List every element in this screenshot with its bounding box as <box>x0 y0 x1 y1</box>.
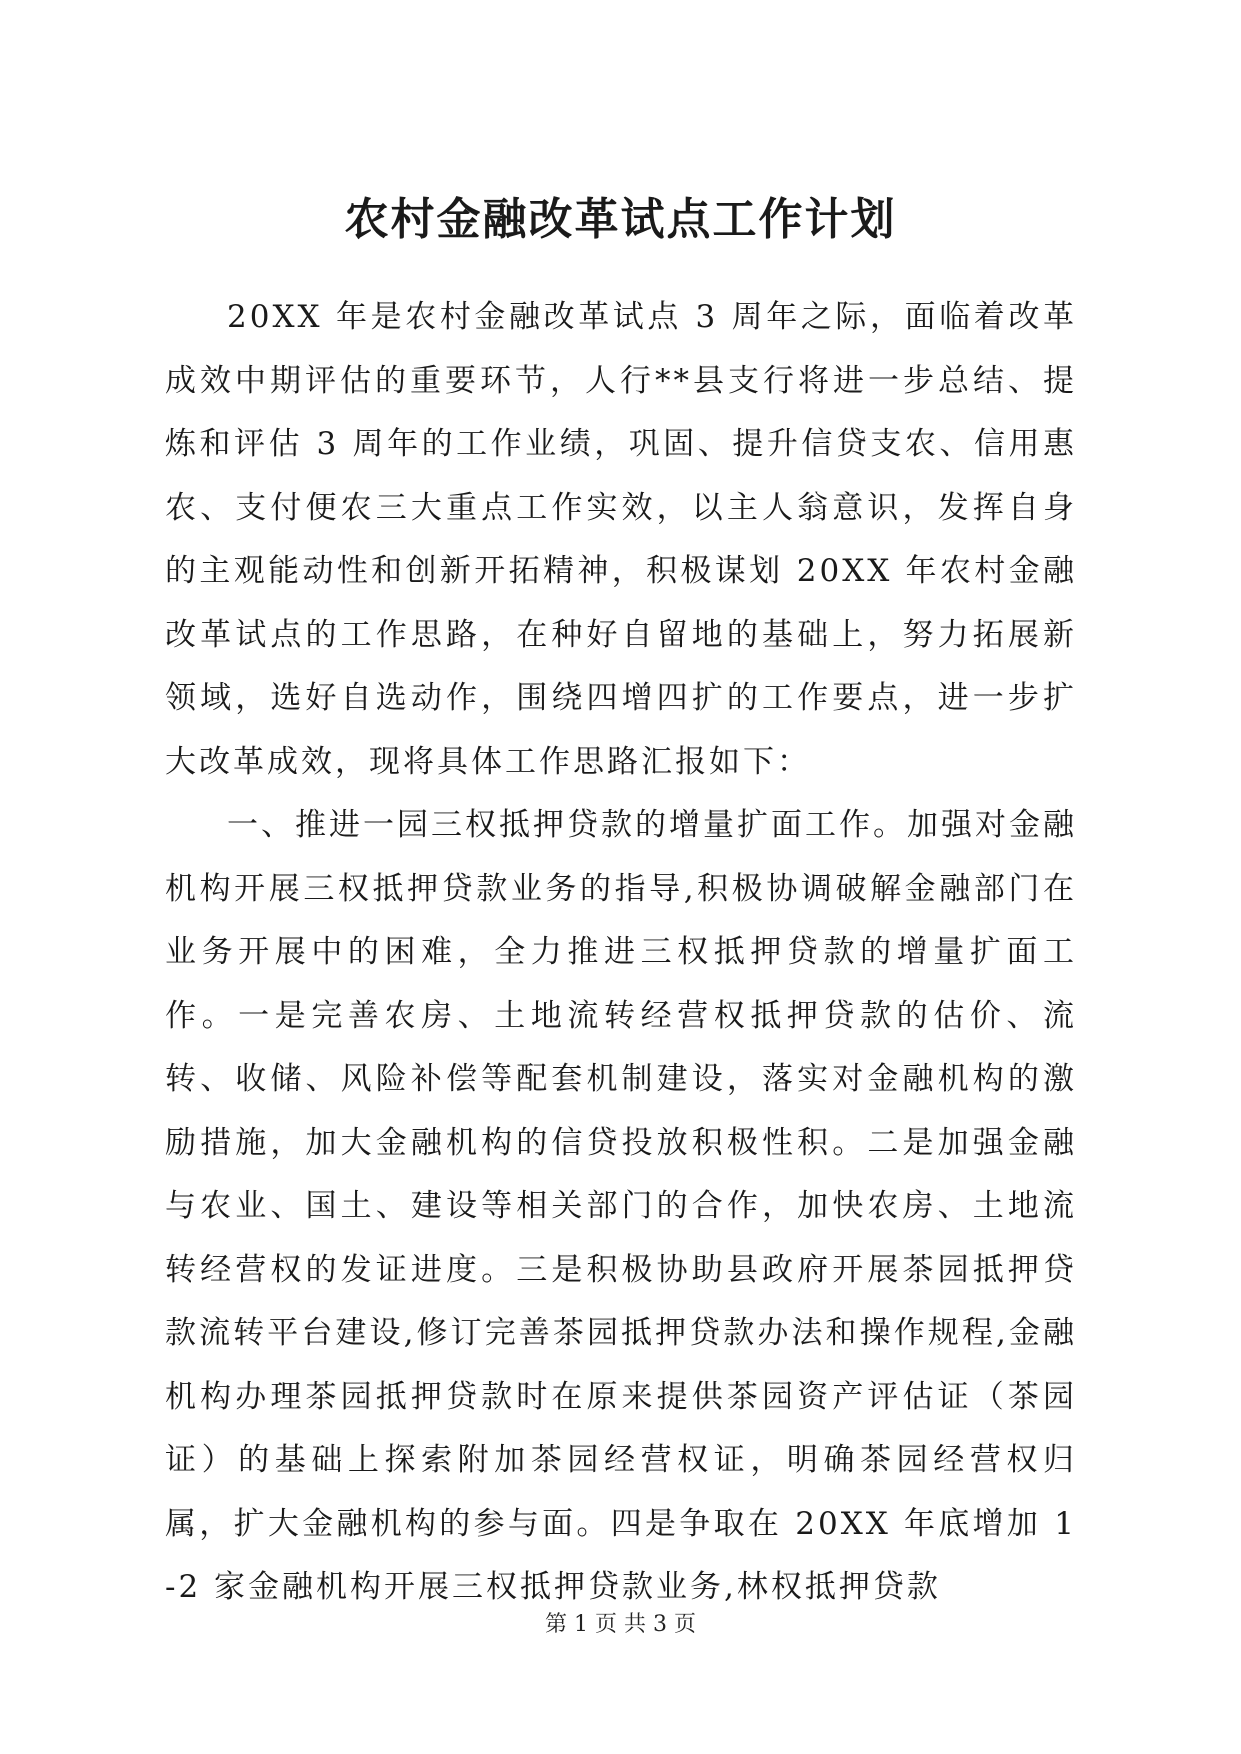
section-one-paragraph: 一、推进一园三权抵押贷款的增量扩面工作。加强对金融机构开展三权抵押贷款业务的指导,积极协调破解金融部门在业务开展中的困难，全力推进三权抵押贷款的增量扩面工作。一是完善农房、土地流转经营权抵押贷款的估价、流转、收储、风险补偿等配套机制建设，落实对金融机构的激励措施，加大金融机构的信贷投放积极性积。二是加强金融与农业、国土、建设等相关部门的合作，加快农房、土地流转经营权的发证进度。三是积极协助县政府开展茶园抵押贷款流转平台建设,修订完善茶园抵押贷款办法和操作规程,金融机构办理茶园抵押贷款时在原来提供茶园资产评估证（茶园证）的基础上探索附加茶园经营权证，明确茶园经营权归属，扩大金融机构的参与面。四是争取在 20XX 年底增加 1-2 家金融机构开展三权抵押贷款业务,林权抵押贷款 <box>165 807 1077 1605</box>
intro-paragraph: 20XX 年是农村金融改革试点 3 周年之际，面临着改革成效中期评估的重要环节，人行**县支行将进一步总结、提炼和评估 3 周年的工作业绩，巩固、提升信贷支农、信用惠农、支付便农三大重点工作实效，以主人翁意识，发挥自身的主观能动性和创新开拓精神，积极谋划 20XX 年农村金融改革试点的工作思路，在种好自留地的基础上，努力拓展新领域，选好自选动作，围绕四增四扩的工作要点，进一步扩大改革成效，现将具体工作思路汇报如下： <box>165 299 1077 780</box>
page-footer <box>0 1610 1241 1640</box>
page-number-label: 第 1 页 共 3 页 <box>545 1612 696 1637</box>
document-title: 农村金融改革试点工作计划 <box>344 194 897 245</box>
document-body <box>165 286 1077 1620</box>
